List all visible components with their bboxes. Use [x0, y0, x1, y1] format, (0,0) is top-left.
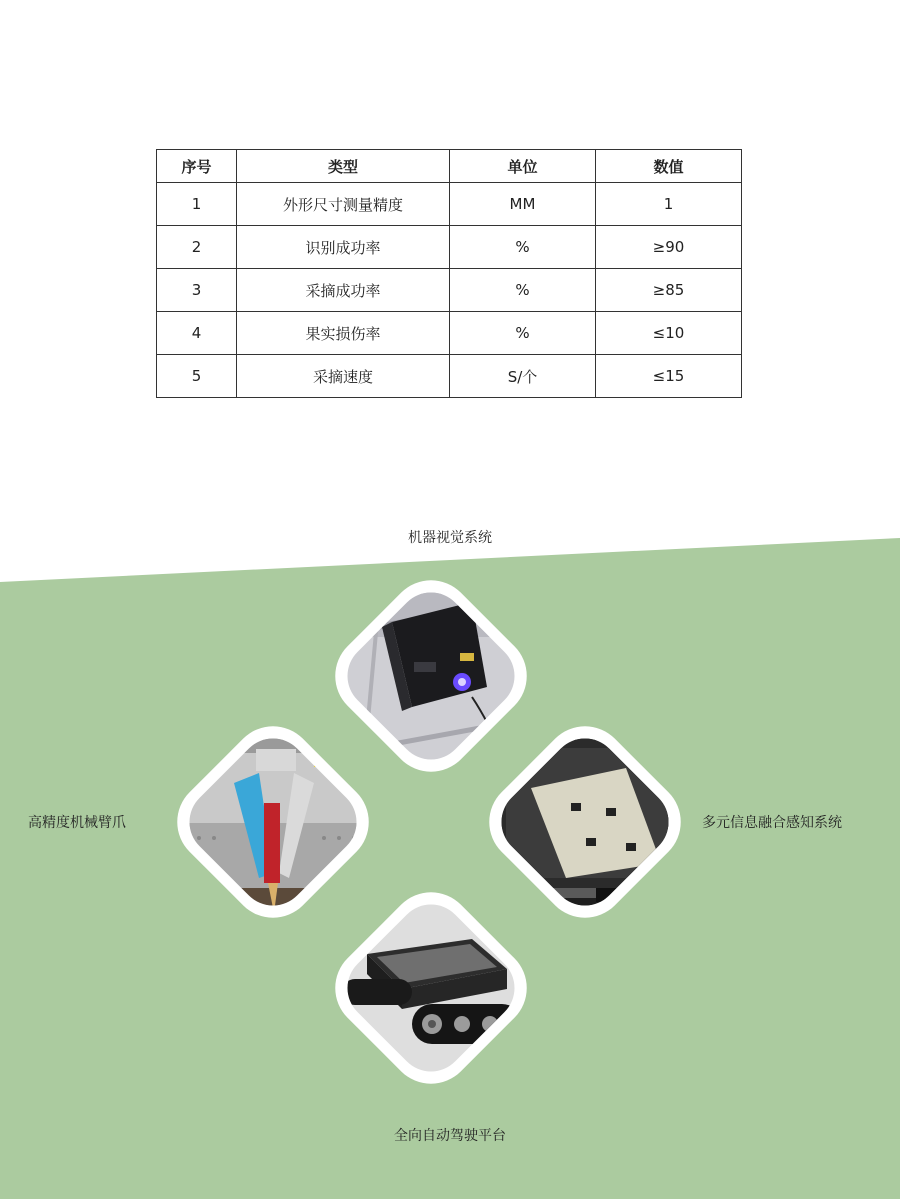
row-type: 采摘速度: [237, 355, 450, 398]
row-value: 1: [596, 183, 742, 226]
caption-machine-vision: 机器视觉系统: [408, 530, 492, 546]
table-row: [157, 226, 742, 269]
row-unit: %: [450, 226, 596, 269]
header-unit: 单位: [450, 150, 596, 183]
header-index: 序号: [157, 150, 237, 183]
row-unit: %: [450, 269, 596, 312]
row-index: 3: [157, 269, 237, 312]
table-row: [157, 269, 742, 312]
row-index: 2: [157, 226, 237, 269]
row-type: 采摘成功率: [237, 269, 450, 312]
row-unit: MM: [450, 183, 596, 226]
header-value: 数值: [596, 150, 742, 183]
row-unit: %: [450, 312, 596, 355]
table-row: [157, 312, 742, 355]
header-type: 类型: [237, 150, 450, 183]
row-type: 果实损伤率: [237, 312, 450, 355]
row-value: ≤15: [596, 355, 742, 398]
row-value: ≥85: [596, 269, 742, 312]
table-header-row: [157, 150, 742, 183]
row-value: ≥90: [596, 226, 742, 269]
row-index: 1: [157, 183, 237, 226]
row-value: ≤10: [596, 312, 742, 355]
caption-sensor-fusion: 多元信息融合感知系统: [702, 815, 842, 831]
caption-robot-arm: 高精度机械臂爪: [28, 815, 126, 831]
caption-driving-platform: 全向自动驾驶平台: [394, 1128, 506, 1144]
table-row: [157, 355, 742, 398]
row-unit: S/个: [450, 355, 596, 398]
row-index: 5: [157, 355, 237, 398]
spec-table: [156, 149, 742, 398]
row-index: 4: [157, 312, 237, 355]
row-type: 外形尺寸测量精度: [237, 183, 450, 226]
table-row: [157, 183, 742, 226]
row-type: 识别成功率: [237, 226, 450, 269]
